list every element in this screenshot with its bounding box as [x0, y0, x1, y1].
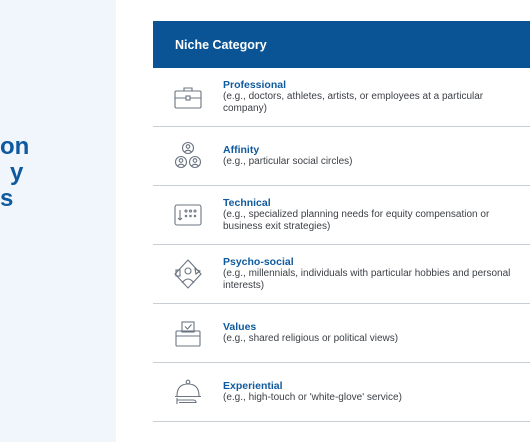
serving-cloche-icon [172, 376, 204, 408]
left-heading [0, 134, 116, 212]
row-description: (e.g., shared religious or political views) [223, 333, 399, 344]
row-title: Values [223, 321, 257, 333]
row-title: Affinity [223, 144, 260, 156]
person-hobbies-icon [172, 258, 204, 290]
row-description: (e.g., particular social circles) [223, 156, 353, 167]
table-row [153, 127, 530, 186]
row-description: (e.g., millennials, individuals with particular hobbies and personal interests) [223, 268, 511, 291]
table-row [153, 304, 530, 363]
row-description: (e.g., high-touch or 'white-glove' service) [223, 392, 402, 403]
table-header [153, 21, 530, 68]
table-row [153, 186, 530, 245]
row-title: Psycho-social [223, 256, 294, 268]
left-heading-line: on [0, 134, 30, 160]
table-row [153, 245, 530, 304]
table-header-label: Niche Category [175, 37, 267, 52]
table-row [153, 68, 530, 127]
row-title: Technical [223, 197, 271, 209]
left-panel [0, 0, 116, 442]
row-description: (e.g., specialized planning needs for equity compensation or business exit strategies) [223, 209, 490, 232]
ballot-box-icon [172, 317, 204, 349]
briefcase-icon [172, 81, 204, 113]
left-heading-line: s [0, 185, 14, 212]
row-title: Experiential [223, 380, 283, 392]
people-circle-icon [172, 140, 204, 172]
row-title: Professional [223, 79, 287, 91]
row-description: (e.g., doctors, athletes, artists, or employees at a particular company) [223, 91, 484, 114]
table-row [153, 363, 530, 422]
left-heading-line: y [10, 159, 24, 186]
calculator-icon [172, 199, 204, 231]
niche-category-table [153, 21, 530, 422]
